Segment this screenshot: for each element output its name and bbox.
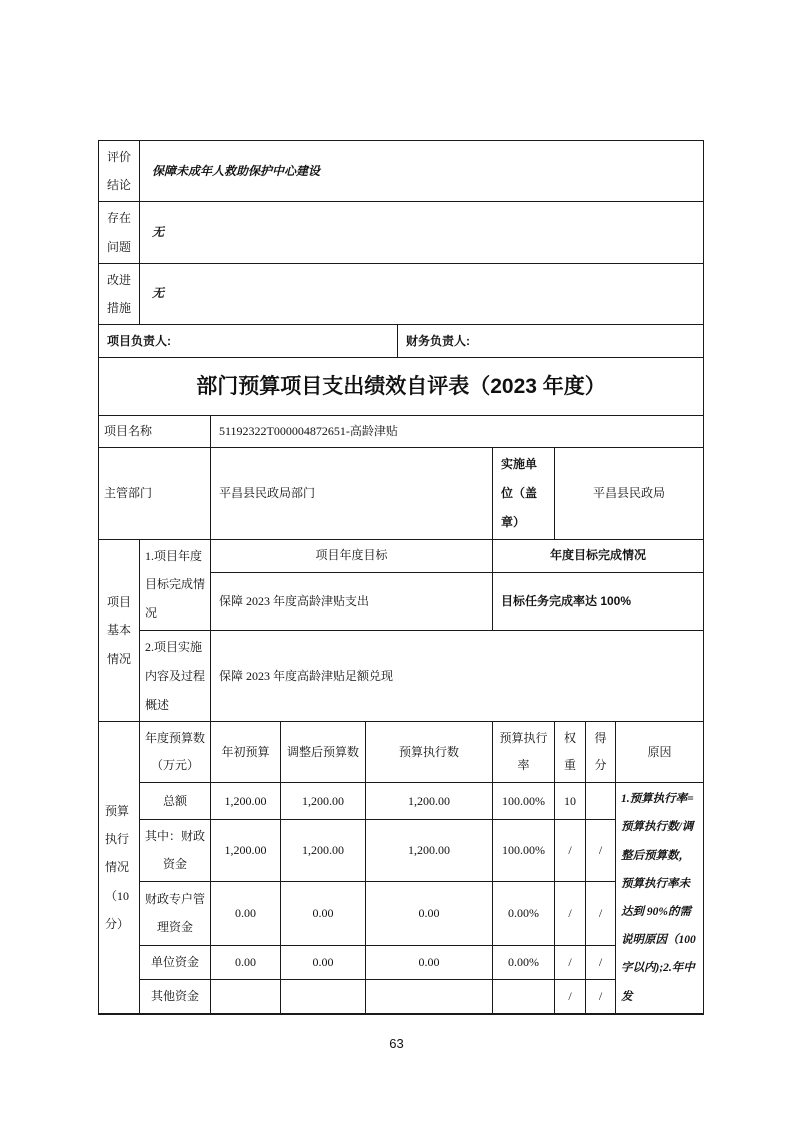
dept-label: 主管部门 (99, 448, 211, 539)
budget-row-special-account (99, 882, 704, 946)
budget-cell-adjusted: 0.00 (281, 882, 366, 946)
goal-completion-header: 年度目标完成情况 (493, 539, 704, 573)
budget-execution-table (98, 721, 704, 1014)
improvement-measures-value: 无 (140, 263, 704, 324)
budget-section-label: 预算执行情况（10 分） (99, 722, 140, 1014)
budget-row-total (99, 783, 704, 820)
budget-cell-executed: 1,200.00 (366, 820, 493, 882)
budget-cell-rate: 0.00% (493, 946, 555, 980)
budget-row-fiscal-funds (99, 820, 704, 882)
budget-cell-score: / (586, 980, 616, 1014)
eval-conclusion-value: 保障未成年人救助保护中心建设 (140, 141, 704, 202)
budget-cell-weight: / (555, 820, 586, 882)
budget-cell-rate (493, 980, 555, 1014)
tables-container (98, 140, 703, 1015)
existing-problems-value: 无 (140, 202, 704, 263)
budget-cell-executed: 0.00 (366, 946, 493, 980)
existing-problems-label: 存在问题 (99, 202, 140, 263)
budget-header-score: 得分 (586, 722, 616, 783)
budget-cell-score (586, 783, 616, 820)
project-name-label: 项目名称 (99, 416, 211, 448)
budget-cell-initial (211, 980, 281, 1014)
budget-cell-initial: 1,200.00 (211, 820, 281, 882)
eval-conclusion-label: 评价结论 (99, 141, 140, 202)
budget-row-other-funds (99, 980, 704, 1014)
budget-row-label: 其中：财政资金 (140, 820, 211, 882)
budget-cell-executed: 0.00 (366, 882, 493, 946)
budget-cell-weight: / (555, 980, 586, 1014)
budget-row-label: 财政专户管理资金 (140, 882, 211, 946)
budget-cell-rate: 100.00% (493, 783, 555, 820)
goal-completion-value: 目标任务完成率达 100% (493, 573, 704, 631)
budget-cell-rate: 0.00% (493, 882, 555, 946)
budget-header-adjusted: 调整后预算数 (281, 722, 366, 783)
dept-value: 平昌县民政局部门 (211, 448, 493, 539)
budget-row-unit-funds (99, 946, 704, 980)
project-name-value: 51192322T000004872651-高龄津贴 (211, 416, 704, 448)
impl-overview-label: 2.项目实施内容及过程概述 (140, 630, 211, 721)
budget-cell-rate: 100.00% (493, 820, 555, 882)
budget-cell-adjusted (281, 980, 366, 1014)
budget-header-annual: 年度预算数（万元） (140, 722, 211, 783)
budget-cell-score: / (586, 946, 616, 980)
budget-cell-initial: 1,200.00 (211, 783, 281, 820)
impl-unit-label: 实施单位（盖章） (493, 448, 555, 539)
annual-goal-value: 保障 2023 年度高龄津贴支出 (211, 573, 493, 631)
budget-row-label: 其他资金 (140, 980, 211, 1014)
budget-cell-adjusted: 1,200.00 (281, 783, 366, 820)
budget-cell-executed (366, 980, 493, 1014)
budget-cell-score: / (586, 820, 616, 882)
budget-cell-weight: 10 (555, 783, 586, 820)
goal-completion-item-label: 1.项目年度目标完成情况 (140, 539, 211, 630)
budget-header-rate: 预算执行率 (493, 722, 555, 783)
budget-cell-initial: 0.00 (211, 946, 281, 980)
budget-cell-weight: / (555, 946, 586, 980)
finance-lead-cell: 财务负责人: (398, 325, 704, 358)
budget-cell-initial: 0.00 (211, 882, 281, 946)
basic-info-section-label: 项目基本情况 (99, 539, 140, 722)
budget-reason-note: 1.预算执行率=预算执行数/调整后预算数，预算执行率未达到 90%的需说明原因（100 字以内);2.年中发 (616, 783, 704, 1014)
budget-header-initial: 年初预算 (211, 722, 281, 783)
budget-cell-adjusted: 0.00 (281, 946, 366, 980)
page-number: 63 (389, 1036, 404, 1051)
project-lead-cell: 项目负责人: (99, 325, 398, 358)
impl-overview-value: 保障 2023 年度高龄津贴足额兑现 (211, 630, 704, 721)
budget-header-weight: 权重 (555, 722, 586, 783)
budget-cell-adjusted: 1,200.00 (281, 820, 366, 882)
budget-cell-score: / (586, 882, 616, 946)
table-title: 部门预算项目支出绩效自评表（2023 年度） (99, 358, 704, 416)
improvement-measures-label: 改进措施 (99, 263, 140, 324)
budget-cell-executed: 1,200.00 (366, 783, 493, 820)
budget-row-label: 总额 (140, 783, 211, 820)
evaluation-summary-table (98, 140, 704, 358)
budget-row-label: 单位资金 (140, 946, 211, 980)
budget-cell-weight: / (555, 882, 586, 946)
impl-unit-value: 平昌县民政局 (555, 448, 704, 539)
annual-goal-header: 项目年度目标 (211, 539, 493, 573)
self-eval-table (98, 357, 704, 722)
budget-header-reason: 原因 (616, 722, 704, 783)
budget-header-executed: 预算执行数 (366, 722, 493, 783)
